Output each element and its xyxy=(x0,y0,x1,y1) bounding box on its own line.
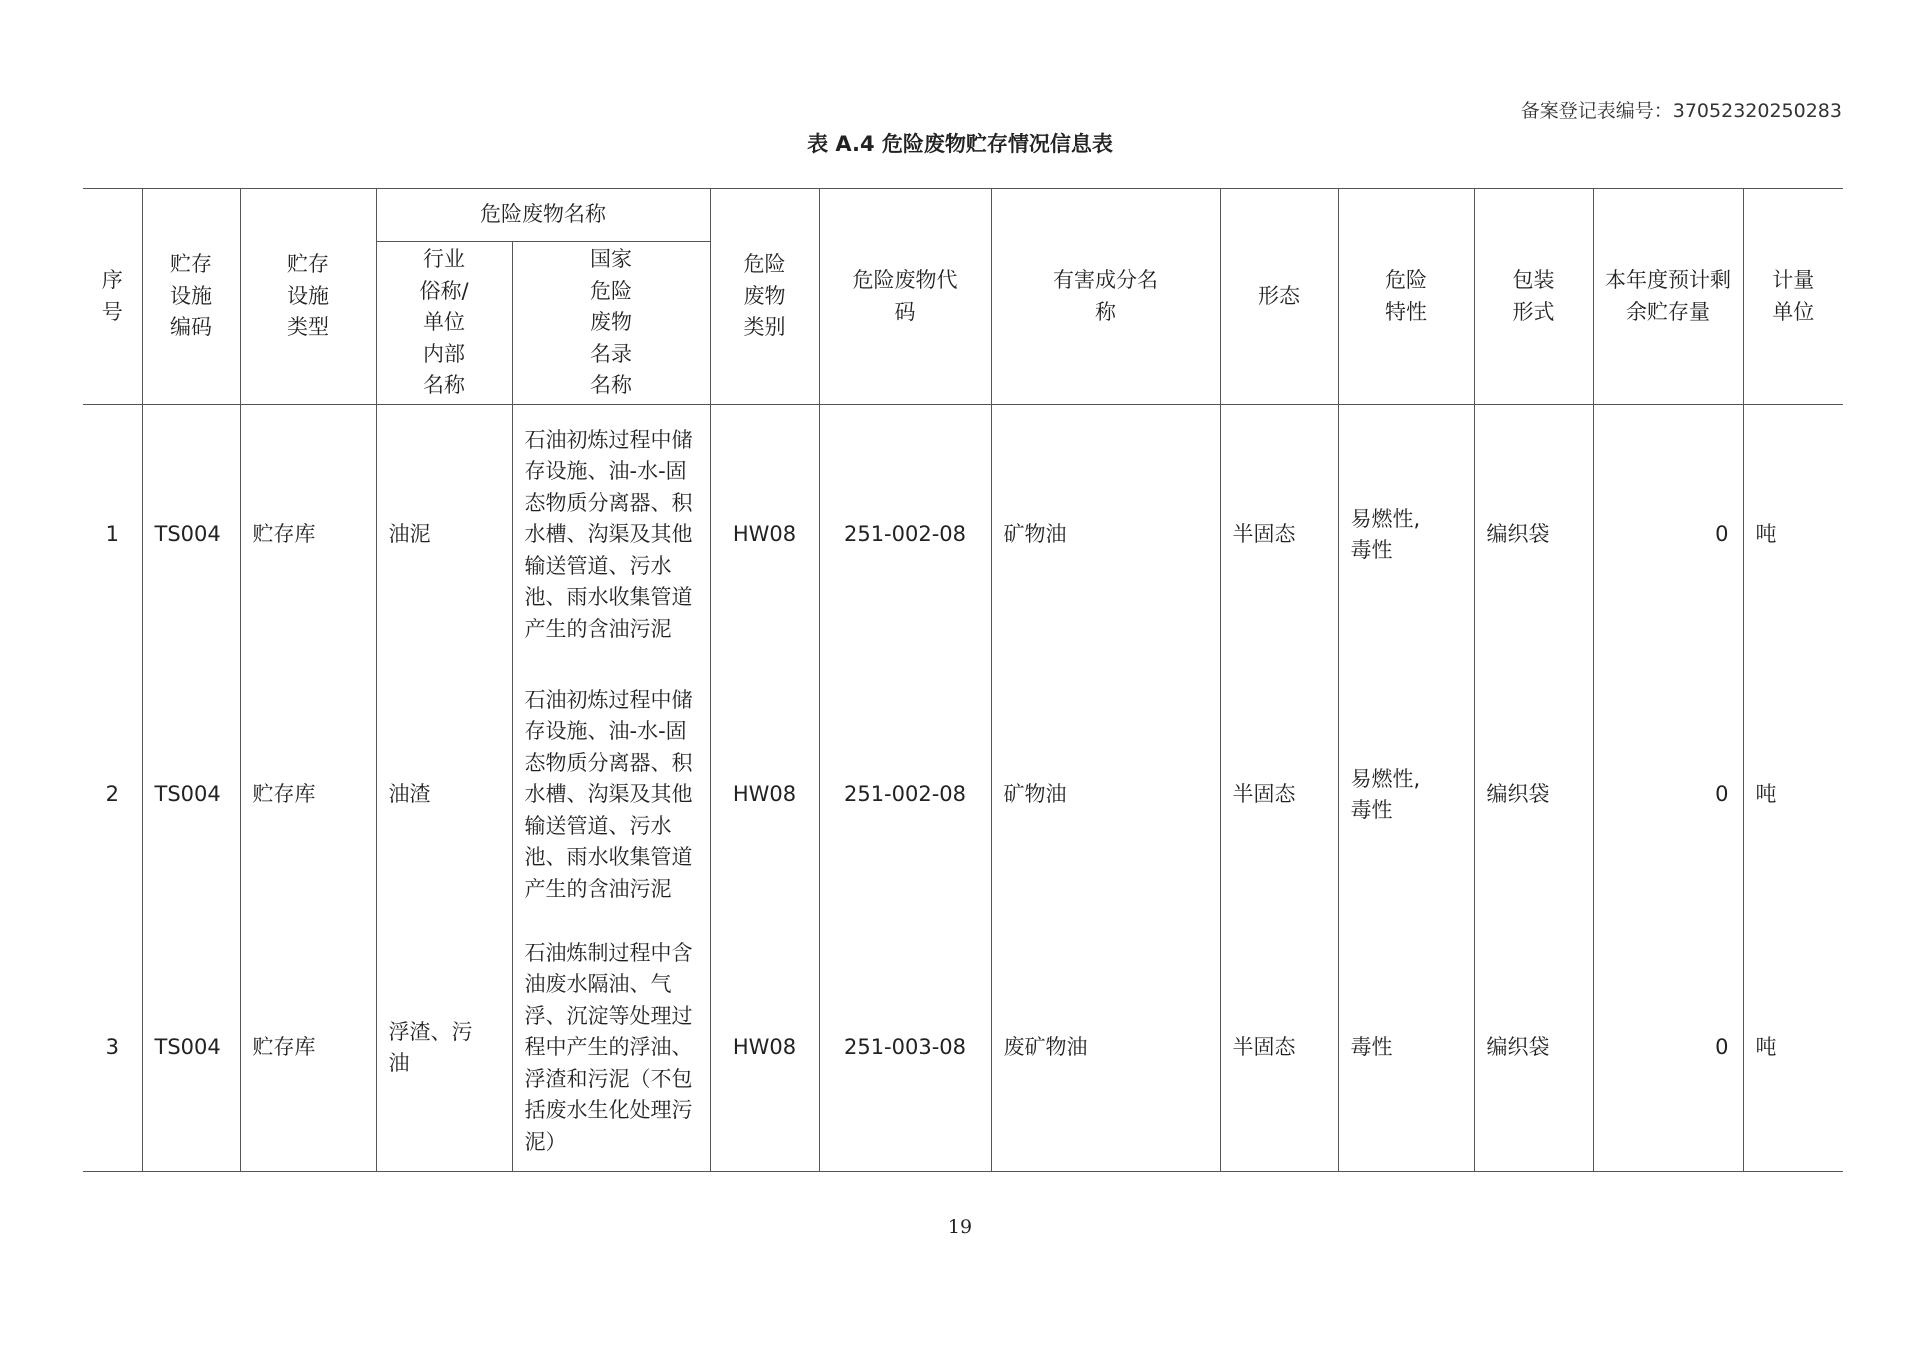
header-hazard-property: 危险特性 xyxy=(1338,189,1474,405)
cell-unit: 吨 xyxy=(1743,925,1843,1172)
cell-hazardous-component: 废矿物油 xyxy=(991,925,1220,1172)
cell-national-name: 石油初炼过程中储存设施、油-水-固态物质分离器、积水槽、沟渠及其他输送管道、污水池、雨水收集管道产生的含油污泥 xyxy=(512,405,710,666)
header-facility-type: 贮存设施类型 xyxy=(240,189,376,405)
registration-label: 备案登记表编号： xyxy=(1520,100,1673,122)
hazardous-waste-storage-table xyxy=(83,188,1843,1172)
cell-category: HW08 xyxy=(710,925,819,1172)
table-row xyxy=(83,925,1843,1172)
cell-facility-type: 贮存库 xyxy=(240,665,376,925)
cell-form: 半固态 xyxy=(1220,925,1338,1172)
table-row xyxy=(83,405,1843,666)
cell-industry-name: 油渣 xyxy=(376,665,512,925)
header-packaging: 包装形式 xyxy=(1474,189,1593,405)
cell-remaining: 0 xyxy=(1593,665,1743,925)
cell-form: 半固态 xyxy=(1220,665,1338,925)
header-code: 危险废物代码 xyxy=(819,189,991,405)
cell-facility-code: TS004 xyxy=(142,665,240,925)
cell-national-name: 石油炼制过程中含油废水隔油、气浮、沉淀等处理过程中产生的浮油、浮渣和污泥（不包括废水生化处理污泥） xyxy=(512,925,710,1172)
cell-packaging: 编织袋 xyxy=(1474,665,1593,925)
header-seq: 序号 xyxy=(83,189,142,405)
cell-seq: 2 xyxy=(83,665,142,925)
cell-seq: 3 xyxy=(83,925,142,1172)
cell-hazardous-component: 矿物油 xyxy=(991,665,1220,925)
header-form: 形态 xyxy=(1220,189,1338,405)
cell-packaging: 编织袋 xyxy=(1474,405,1593,666)
cell-code: 251-002-08 xyxy=(819,405,991,666)
registration-number xyxy=(1521,96,1842,123)
header-category: 危险废物类别 xyxy=(710,189,819,405)
cell-hazard-property: 毒性 xyxy=(1338,925,1474,1172)
cell-hazard-property: 易燃性,毒性 xyxy=(1338,405,1474,666)
cell-hazard-property: 易燃性,毒性 xyxy=(1338,665,1474,925)
cell-form: 半固态 xyxy=(1220,405,1338,666)
cell-facility-code: TS004 xyxy=(142,925,240,1172)
header-hazardous-component: 有害成分名称 xyxy=(991,189,1220,405)
header-national-name: 国家危险废物名录名称 xyxy=(512,242,710,405)
cell-industry-name: 油泥 xyxy=(376,405,512,666)
table-row xyxy=(83,665,1843,925)
table-title: 表 A.4 危险废物贮存情况信息表 xyxy=(807,132,1113,156)
cell-category: HW08 xyxy=(710,405,819,666)
header-facility-code: 贮存设施编码 xyxy=(142,189,240,405)
header-unit: 计量单位 xyxy=(1743,189,1843,405)
cell-facility-code: TS004 xyxy=(142,405,240,666)
cell-code: 251-003-08 xyxy=(819,925,991,1172)
cell-remaining: 0 xyxy=(1593,925,1743,1172)
cell-unit: 吨 xyxy=(1743,665,1843,925)
cell-seq: 1 xyxy=(83,405,142,666)
cell-code: 251-002-08 xyxy=(819,665,991,925)
registration-value: 37052320250283 xyxy=(1672,100,1842,122)
header-industry-name: 行业俗称/单位内部名称 xyxy=(376,242,512,405)
cell-hazardous-component: 矿物油 xyxy=(991,405,1220,666)
cell-national-name: 石油初炼过程中储存设施、油-水-固态物质分离器、积水槽、沟渠及其他输送管道、污水池、雨水收集管道产生的含油污泥 xyxy=(512,665,710,925)
cell-facility-type: 贮存库 xyxy=(240,925,376,1172)
cell-unit: 吨 xyxy=(1743,405,1843,666)
cell-industry-name: 浮渣、污油 xyxy=(376,925,512,1172)
header-remaining: 本年度预计剩余贮存量 xyxy=(1593,189,1743,405)
header-waste-name-group: 危险废物名称 xyxy=(376,189,710,242)
cell-category: HW08 xyxy=(710,665,819,925)
page-number: 19 xyxy=(947,1216,973,1238)
cell-facility-type: 贮存库 xyxy=(240,405,376,666)
cell-packaging: 编织袋 xyxy=(1474,925,1593,1172)
cell-remaining: 0 xyxy=(1593,405,1743,666)
